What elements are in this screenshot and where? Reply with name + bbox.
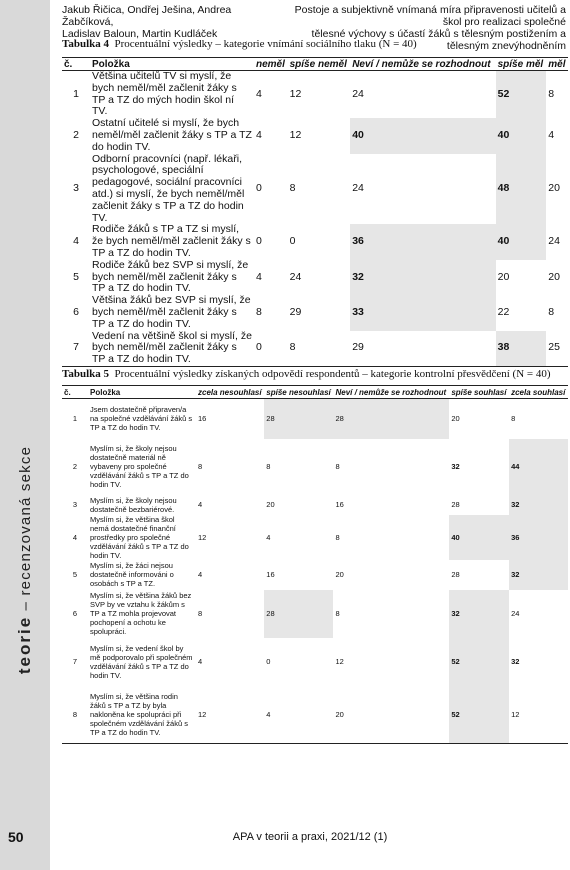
row-item: Myslím si, že většina škol nemá dostatečné finanční prostředky pro společné vzdělávání žáků s TP a TZ do hodin TV.	[90, 514, 189, 560]
cell: 40	[496, 224, 547, 259]
cell: 0	[266, 657, 271, 666]
cell: 20	[548, 182, 560, 195]
cell: 12	[289, 87, 302, 100]
table5-col-header: spíše nesouhlasí	[264, 386, 333, 399]
table-row	[62, 154, 568, 225]
cell: 33	[350, 295, 495, 330]
page-footer: APA v teorii a praxi, 2021/12 (1)	[232, 831, 388, 843]
cell: 32	[511, 657, 520, 666]
row-item: Většina učitelů TV si myslí, že bych neměl/měl začlenit žáky s TP a TZ do mých hodin škol ní TV.	[92, 70, 237, 118]
cell: 8	[511, 414, 516, 424]
title-line-2: tělesné výchovy s účastí žáků s tělesným postižením a tělesným znevýhodněním	[311, 28, 566, 52]
cell: 4	[264, 686, 333, 744]
row-item: Myslím si, že školy nejsou dostatečně materiál ně vybaveny pro společné vzdělávání žáků s TP a TZ do hodin TV.	[90, 444, 189, 489]
row-item: Ostatní učitelé si myslí, že bych neměl/měl začlenit žáky s TP a TZ do hodin TV.	[92, 117, 252, 153]
table-row	[62, 295, 568, 330]
row-number: 2	[72, 462, 78, 471]
cell: 28	[451, 500, 460, 509]
cell: 28	[264, 399, 333, 439]
cell: 20	[266, 500, 275, 509]
table5	[62, 385, 568, 744]
cell: 8	[288, 331, 351, 367]
table5-caption-label: Tabulka 5	[62, 368, 109, 380]
row-item: Myslím si, že žáci nejsou dostatečně informováni o osobách s TP a TZ.	[90, 561, 174, 588]
cell: 12	[509, 686, 568, 744]
row-number: 1	[73, 87, 79, 100]
cell: 12	[196, 686, 264, 744]
cell: 8	[548, 305, 555, 318]
cell: 52	[449, 686, 509, 744]
cell: 8	[335, 532, 340, 542]
cell: 52	[496, 71, 547, 119]
section-label-rest: – recenzovaná sekce	[17, 445, 34, 611]
cell: 52	[449, 638, 509, 686]
table-row	[62, 439, 568, 495]
table5-header-row	[62, 386, 568, 399]
cell: 0	[256, 235, 262, 248]
cell: 16	[198, 414, 207, 424]
cell: 40	[496, 118, 547, 153]
cell: 4	[256, 128, 262, 141]
table5-col-header: zcela souhlasí	[509, 386, 568, 399]
row-item: Myslím si, že školy nejsou dostatečně bezbariérové.	[90, 495, 177, 514]
section-label	[15, 446, 35, 674]
cell: 0	[256, 182, 262, 195]
table-row	[62, 71, 568, 119]
table4-col-header: spíše měl	[496, 58, 547, 71]
row-item: Myslím si, že většina žáků bez SVP by ve vztahu k žákům s TP a TZ mohla projevovat pochopení a ochotu ke spolupráci.	[90, 591, 192, 636]
row-item: Odborní pracovníci (např. lékaři, psychologové, speciální pedagogové, sociální pracovníci atd.) si myslí, že bych neměl/měl začlenit žáky s TP a TZ do hodin TV.	[92, 152, 245, 224]
table5-col-header: zcela nesouhlasí	[196, 386, 264, 399]
cell: 20	[548, 270, 560, 283]
cell: 32	[449, 590, 509, 638]
row-number: 1	[72, 414, 78, 424]
page-number: 50	[8, 829, 24, 845]
cell: 4	[198, 570, 203, 579]
row-number: 7	[72, 657, 78, 666]
row-number: 3	[72, 500, 78, 509]
cell: 8	[256, 305, 262, 318]
cell: 12	[289, 128, 302, 141]
cell: 8	[198, 462, 203, 471]
authors-line-2: Ladislav Baloun, Martin Kudláček	[62, 28, 218, 40]
row-item: Většina žáků bez SVP si myslí, že bych neměl/měl začlenit žáky s TP a TZ do hodin TV.	[92, 294, 251, 330]
cell: 4	[198, 657, 203, 666]
cell: 8	[335, 609, 340, 618]
cell: 36	[509, 515, 568, 560]
table4-col-header: č.	[62, 58, 90, 71]
table4-col-header: spíše neměl	[288, 58, 351, 71]
table5-col-header: Položka	[88, 386, 196, 399]
row-number: 5	[72, 570, 78, 579]
cell: 8	[548, 87, 555, 100]
cell: 0	[289, 235, 296, 248]
table-row	[62, 560, 568, 590]
row-number: 6	[73, 305, 79, 318]
cell: 24	[511, 609, 520, 618]
section-label-bold: teorie	[15, 615, 34, 675]
cell: 8	[266, 462, 271, 471]
row-number: 4	[73, 235, 79, 248]
cell: 24	[548, 235, 560, 248]
row-item: Rodiče žáků bez SVP si myslí, že bych neměl/měl začlenit žáky s TP a TZ do hodin TV.	[92, 258, 249, 295]
cell: 32	[451, 462, 460, 471]
row-item: Myslím si, že vedení škol by mě podporovalo při společném vzdělávání žáků s TP a TZ do hodin TV.	[90, 643, 193, 680]
table5-caption	[62, 368, 551, 380]
table-row	[62, 515, 568, 560]
cell: 29	[350, 331, 495, 367]
cell: 22	[497, 305, 510, 318]
cell: 24	[352, 182, 364, 195]
cell: 28	[451, 570, 460, 579]
row-number: 2	[73, 128, 79, 141]
cell: 16	[335, 500, 344, 509]
authors-line-1: Jakub Řičica, Ondřej Ješina, Andrea Žabčíková,	[62, 4, 232, 28]
cell: 4	[256, 270, 262, 283]
row-item: Rodiče žáků s TP a TZ si myslí, že bych neměl/měl začlenit žáky s TP a TZ do hodin TV.	[92, 223, 251, 259]
table4-col-header: měl	[546, 58, 568, 71]
table-row	[62, 399, 568, 439]
row-number: 6	[72, 609, 78, 618]
cell: 40	[350, 118, 495, 153]
table4-caption-label: Tabulka 4	[62, 38, 109, 50]
row-item: Myslím si, že většina rodin žáků s TP a TZ by byla nakloněna ke spolupráci při společném vzdělávání žáků s TP a TZ do hodin TV.	[88, 686, 196, 744]
cell: 4	[198, 500, 203, 509]
table-row	[62, 590, 568, 638]
cell: 4	[548, 128, 555, 141]
cell: 32	[509, 560, 568, 590]
cell: 12	[335, 657, 344, 666]
row-item: Jsem dostatečně připraven/a na společné vzdělávání žáků s TP a TZ do hodin TV.	[90, 405, 193, 433]
table4-caption	[62, 38, 417, 50]
cell: 12	[198, 532, 207, 542]
cell: 24	[352, 87, 364, 100]
title-line-1: Postoje a subjektivně vnímaná míra připravenosti učitelů a škol pro realizaci společné	[294, 4, 566, 28]
cell: 32	[350, 260, 495, 295]
cell: 20	[497, 270, 510, 283]
cell: 38	[496, 331, 547, 367]
cell: 0	[254, 331, 288, 367]
table5-col-header: Neví / nemůže se rozhodnout	[333, 386, 449, 399]
cell: 8	[335, 462, 340, 471]
cell: 8	[198, 609, 203, 618]
cell: 20	[451, 414, 460, 424]
row-number: 7	[62, 331, 90, 367]
sidebar-strip	[0, 0, 50, 870]
table4-caption-text: Procentuální výsledky – kategorie vnímání sociálního tlaku (N = 40)	[114, 38, 417, 50]
table-row	[62, 686, 568, 744]
table4	[62, 57, 568, 367]
cell: 4	[256, 87, 262, 100]
cell: 28	[264, 590, 333, 638]
cell: 29	[289, 305, 302, 318]
cell: 25	[546, 331, 568, 367]
table-row	[62, 331, 568, 367]
table-row	[62, 224, 568, 259]
cell: 44	[509, 439, 568, 495]
cell: 4	[266, 532, 271, 542]
cell: 48	[496, 154, 547, 225]
table-row	[62, 495, 568, 515]
cell: 24	[289, 270, 302, 283]
cell: 32	[509, 495, 568, 515]
table5-col-header: č.	[62, 386, 88, 399]
row-number: 3	[73, 182, 79, 195]
table4-col-header: Neví / nemůže se rozhodnout	[350, 58, 495, 71]
table5-col-header: spíše souhlasí	[449, 386, 509, 399]
table4-col-header: neměl	[254, 58, 288, 71]
table-row	[62, 638, 568, 686]
row-number: 5	[73, 270, 79, 283]
table-row	[62, 260, 568, 295]
cell: 40	[449, 515, 509, 560]
cell: 16	[266, 570, 275, 579]
cell: 36	[350, 224, 495, 259]
row-number: 8	[62, 686, 88, 744]
table-row	[62, 118, 568, 153]
table4-header-row	[62, 58, 568, 71]
cell: 28	[333, 399, 449, 439]
running-header-authors	[62, 4, 272, 40]
table4-col-header: Položka	[90, 58, 254, 71]
row-item: Vedení na většině škol si myslí, že bych neměl/měl začlenit žáky s TP a TZ do hodin TV.	[90, 331, 254, 367]
table5-caption-text: Procentuální výsledky získaných odpovědí respondentů – kategorie kontrolní přesvědčení (N = 40)	[114, 368, 551, 380]
cell: 8	[289, 182, 296, 195]
cell: 20	[335, 570, 344, 579]
row-number: 4	[72, 532, 78, 542]
cell: 20	[333, 686, 449, 744]
